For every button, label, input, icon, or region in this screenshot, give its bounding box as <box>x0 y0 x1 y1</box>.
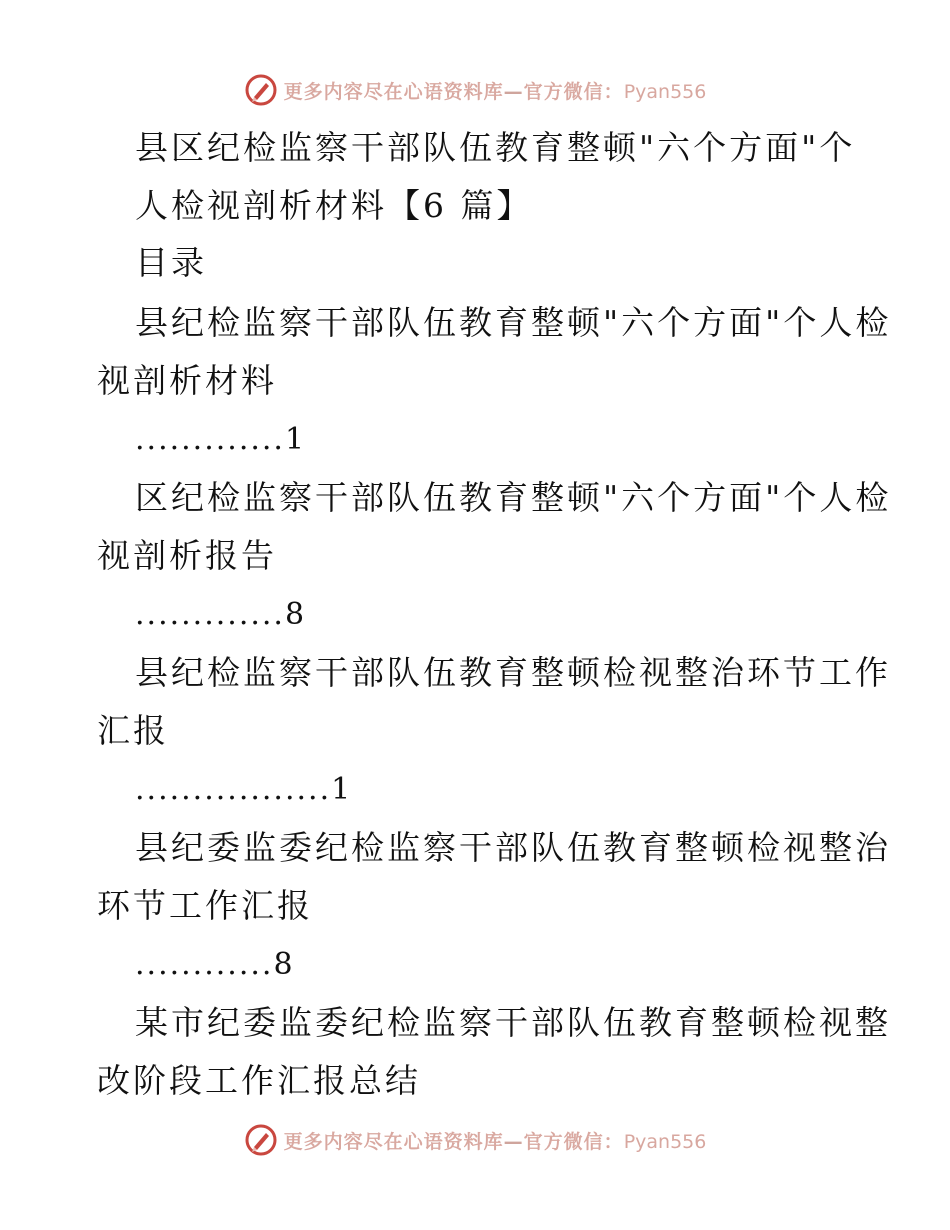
toc-entry-4-page: 8 <box>273 947 295 982</box>
toc-entry-2-page: 8 <box>284 597 307 632</box>
pen-logo-icon <box>244 1123 278 1157</box>
toc-entry-2-line-2[interactable]: 视剖析报告 <box>97 536 277 575</box>
watermark-contact-label: 官方微信： <box>523 80 624 103</box>
watermark-banner-top <box>0 70 950 110</box>
watermark-banner-bottom <box>0 1120 950 1160</box>
toc-heading: 目录 <box>135 243 207 282</box>
pen-logo-icon <box>244 73 278 107</box>
toc-entry-3-line-1[interactable]: 县纪检监察干部队伍教育整顿检视整治环节工作 <box>135 653 891 692</box>
watermark-contact-id: Pyan556 <box>623 1130 707 1153</box>
watermark-text <box>284 77 707 104</box>
toc-entry-5-line-2[interactable]: 改阶段工作汇报总结 <box>97 1061 421 1100</box>
toc-entry-4-line-1[interactable]: 县纪委监委纪检监察干部队伍教育整顿检视整治 <box>135 828 891 867</box>
toc-entry-3-leader <box>135 770 352 810</box>
toc-entry-3-page: 1 <box>331 772 353 807</box>
toc-entry-1-leader <box>135 420 306 460</box>
toc-entry-3-line-2[interactable]: 汇报 <box>97 711 169 750</box>
watermark-separator: — <box>503 80 524 103</box>
toc-entry-2-line-1[interactable]: 区纪检监察干部队伍教育整顿"六个方面"个人检 <box>135 478 892 517</box>
toc-entry-2-dots: ............. <box>135 597 285 632</box>
toc-entry-1-line-1[interactable]: 县纪检监察干部队伍教育整顿"六个方面"个人检 <box>135 303 892 342</box>
toc-entry-1-dots: ............. <box>135 422 285 457</box>
toc-entry-4-leader <box>135 945 295 985</box>
watermark-contact-label: 官方微信： <box>523 1130 624 1153</box>
toc-entry-5-line-1[interactable]: 某市纪委监委纪检监察干部队伍教育整顿检视整 <box>135 1003 891 1042</box>
toc-entry-4-dots: ............ <box>135 947 274 982</box>
watermark-contact-id: Pyan556 <box>623 80 707 103</box>
watermark-separator: — <box>503 1130 524 1153</box>
toc-entry-1-line-2[interactable]: 视剖析材料 <box>97 361 277 400</box>
watermark-brand: 更多内容尽在心语资料库 <box>283 1130 504 1153</box>
toc-entry-4-line-2[interactable]: 环节工作汇报 <box>97 886 313 925</box>
toc-entry-3-dots: ................. <box>135 772 332 807</box>
watermark-brand: 更多内容尽在心语资料库 <box>283 80 504 103</box>
toc-entry-1-page: 1 <box>284 422 307 457</box>
document-title-line-2: 人检视剖析材料【6 篇】 <box>135 186 533 225</box>
document-title-line-1: 县区纪检监察干部队伍教育整顿"六个方面"个 <box>135 128 856 167</box>
watermark-text <box>284 1127 707 1154</box>
toc-entry-2-leader <box>135 595 306 635</box>
